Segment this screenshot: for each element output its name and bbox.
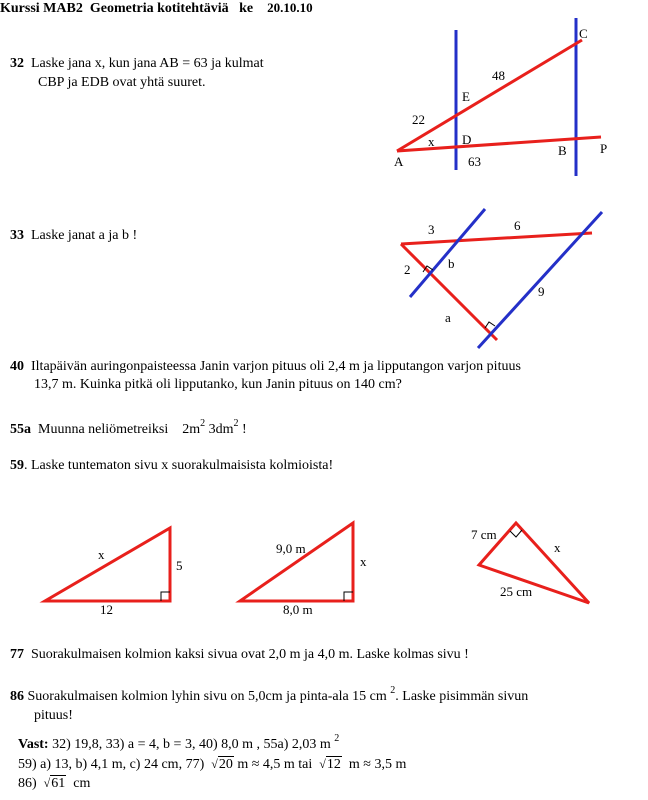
value-m2: 2m <box>182 422 201 437</box>
triangle-59b-shape <box>240 523 353 601</box>
problem-text: . Laske tuntematon sivu x suorakulmaisista kolmioista! <box>24 458 334 473</box>
triangle-59a <box>45 528 183 617</box>
right-angle-mark <box>510 530 522 537</box>
label-b: b <box>448 256 455 271</box>
answers-text: m ≈ 3,5 m <box>348 757 407 772</box>
answers-text: 86) <box>18 776 37 791</box>
answers-text: cm <box>73 776 91 791</box>
problem-text: Iltapäivän auringonpaisteessa Janin varjon pituus oli 2,4 m ja lipputangon varjon pituus <box>31 359 521 374</box>
answers-text: m ≈ 4,5 m tai <box>237 757 313 772</box>
triangle-59c <box>471 523 589 603</box>
problem-32-line2: CBP ja EDB ovat yhtä suuret. <box>38 75 206 90</box>
value-dm2: 3dm <box>208 422 234 437</box>
label-6: 6 <box>514 218 521 233</box>
sqrt-icon: √ <box>319 757 326 771</box>
label-8-0m: 8,0 m <box>283 602 313 617</box>
problem-text: Muunna neliömetreiksi <box>38 422 169 437</box>
exponent: 2 <box>390 685 396 696</box>
label-63: 63 <box>468 154 481 169</box>
label-22: 22 <box>412 112 425 127</box>
exclamation: ! <box>242 422 247 437</box>
label-x: x <box>98 547 105 562</box>
problem-number: 55a <box>10 422 31 437</box>
problem-text: Laske janat a ja b ! <box>31 228 138 243</box>
label-2: 2 <box>404 262 411 277</box>
problem-number: 40 <box>10 359 24 374</box>
label-d: D <box>462 132 472 147</box>
label-9: 9 <box>538 284 545 299</box>
date: 20.10.10 <box>267 0 313 15</box>
answers-text: 59) a) 13, b) 4,1 m, c) 24 cm, 77) <box>18 757 205 772</box>
label-e: E <box>462 89 470 104</box>
label-7cm: 7 cm <box>471 527 497 542</box>
figure-33 <box>401 209 602 348</box>
problem-40-line2: 13,7 m. Kuinka pitkä oli lipputanko, kun Janin pituus on 140 cm? <box>34 377 402 392</box>
answers-label: Vast: <box>18 737 49 752</box>
label-a: A <box>394 154 404 169</box>
angle-mark-2 <box>485 322 495 328</box>
triangle-59a-shape <box>45 528 170 601</box>
sqrt-icon: √ <box>211 757 218 771</box>
figure-32 <box>394 18 607 176</box>
label-48: 48 <box>492 68 505 83</box>
problem-text-cont: . Laske pisimmän sivun <box>395 689 529 704</box>
problem-text: Suorakulmaisen kolmion lyhin sivu on 5,0cm ja pinta-ala 15 cm <box>27 689 387 704</box>
course-name: Kurssi MAB2 <box>0 1 83 16</box>
problem-number: 32 <box>10 56 24 71</box>
weekday: ke <box>239 1 254 16</box>
sqrt-icon: √ <box>43 776 51 790</box>
label-25cm: 25 cm <box>500 584 533 599</box>
triangle-59b <box>240 523 367 617</box>
label-3: 3 <box>428 222 435 237</box>
exponent: 2 <box>233 418 239 429</box>
label-5: 5 <box>176 558 183 573</box>
problem-number: 77 <box>10 647 24 662</box>
problem-text: Laske jana x, kun jana AB = 63 ja kulmat <box>31 56 264 71</box>
answers-text: 32) 19,8, 33) a = 4, b = 3, 40) 8,0 m , 55a) 2,03 m <box>52 737 331 752</box>
label-x: x <box>554 540 561 555</box>
red-line-ac <box>397 40 582 151</box>
label-p: P <box>600 141 608 156</box>
label-x: x <box>428 134 435 149</box>
label-a: a <box>445 310 451 325</box>
label-x: x <box>360 554 367 569</box>
radicand: 20 <box>218 757 233 772</box>
label-12: 12 <box>100 602 113 617</box>
problem-text: Suorakulmaisen kolmion kaksi sivua ovat 2,0 m ja 4,0 m. Laske kolmas sivu ! <box>31 647 469 662</box>
page-title: Geometria kotitehtäviä <box>89 1 229 16</box>
exponent: 2 <box>334 733 340 744</box>
exponent: 2 <box>200 418 206 429</box>
label-9-0m: 9,0 m <box>276 541 306 556</box>
blue-line-short <box>410 209 485 297</box>
problem-number: 33 <box>10 228 24 243</box>
problem-86-line2: pituus! <box>34 708 73 723</box>
radicand: 12 <box>326 757 341 772</box>
problem-number: 86 <box>10 689 24 704</box>
label-b: B <box>558 143 567 158</box>
problem-number: 59 <box>10 458 24 473</box>
blue-line-long <box>478 212 602 348</box>
label-c: C <box>579 26 588 41</box>
radicand: 61 <box>51 776 66 791</box>
